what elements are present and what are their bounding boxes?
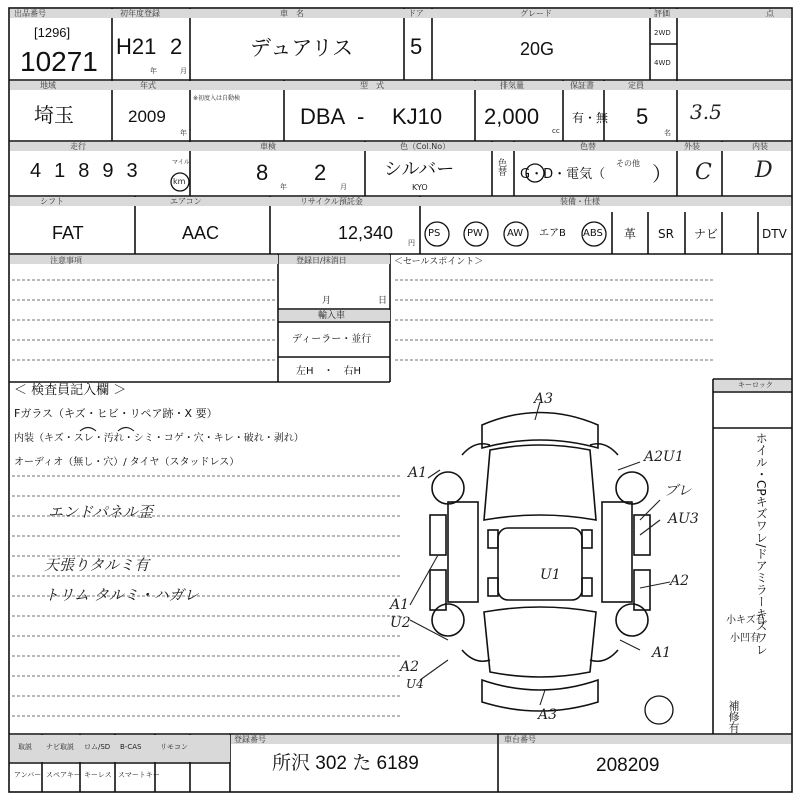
shift-type: FAT	[52, 223, 84, 243]
mileage-digit: 9	[102, 160, 114, 182]
inspector-note-headliner: 天張りタルミ有	[44, 556, 150, 574]
mileage-digits	[30, 160, 138, 183]
lot-number: 10271	[20, 46, 98, 77]
recycle-label: リサイクル預託金	[300, 197, 363, 206]
shift-label: シフト	[40, 197, 64, 206]
footer-rom-sd: ロム/SD	[84, 743, 111, 751]
equip-airbag: エアB	[539, 228, 566, 239]
inspection-year-char: 年	[280, 183, 287, 191]
interior-label: 内装	[752, 142, 768, 151]
model-year: 2009	[128, 107, 166, 126]
inspection-month: 2	[314, 160, 327, 185]
ac-label: エアコン	[170, 197, 202, 206]
model-year-label: 年式	[140, 81, 156, 90]
footer-manual: 取説	[18, 743, 32, 751]
first-reg-label: 初年度登録	[120, 9, 160, 18]
equip-ps: PS	[428, 228, 441, 239]
first-reg-month: 2	[170, 34, 183, 59]
sales-point-label: ＜セールスポイント＞	[394, 257, 484, 267]
fuel-type: G・D・電気（	[520, 167, 606, 182]
import-value: ディーラー・並行	[292, 334, 372, 345]
drive-2wd: 2WD	[654, 29, 671, 37]
equipment-label: 装備・仕様	[560, 197, 600, 206]
mark-right-rear-a2: A2	[670, 573, 690, 589]
registration-plate: 所沢 302 た 6189	[272, 753, 419, 774]
footer-bcas: B-CAS	[120, 743, 142, 751]
inspector-line-interior: 内装（キズ・スレ・汚れ・シミ・コゲ・穴・キレ・破れ・剥れ）	[14, 433, 304, 444]
key-lock-label: キーロック	[738, 381, 773, 389]
yen-char: 円	[408, 239, 415, 247]
ac-type: AAC	[182, 223, 220, 243]
inspection-label: 車検	[260, 142, 276, 151]
inspector-line-glass: Fガラス（キズ・ヒビ・リペア跡・X 要）	[14, 407, 218, 420]
mark-mirror-bure: ブレ	[664, 483, 692, 499]
type-dash: -	[357, 104, 365, 129]
model-year-char: 年	[180, 129, 187, 137]
lot-label: 出品番号	[14, 9, 46, 18]
type-label: 型 式	[360, 81, 384, 90]
type-code: KJ10	[392, 104, 443, 129]
reg-date-label: 登録日/抹消日	[296, 256, 347, 265]
equip-navi: ナビ	[694, 227, 719, 241]
car-diagram	[430, 413, 650, 712]
footer-remote: リモコン	[160, 743, 188, 751]
mark-left-a1: A1	[390, 597, 410, 613]
auction-score: 3.5	[690, 100, 722, 124]
capacity-label: 定員	[628, 81, 644, 90]
color-change-label: 色替	[580, 142, 596, 151]
chassis-number: 208209	[596, 755, 660, 776]
exterior-label: 外装	[684, 142, 700, 151]
equip-pw: PW	[467, 228, 483, 239]
displacement: 2,000	[484, 104, 540, 129]
steering-side: 左H ・ 右H	[296, 366, 362, 377]
mark-front-right-a2u1: A2U1	[644, 449, 684, 465]
grade-label: グレード	[520, 9, 552, 18]
mark-front-left-a1: A1	[408, 465, 428, 481]
first-reg-era-year: H21	[116, 34, 157, 59]
displacement-label: 排気量	[500, 81, 524, 90]
month-char: 月	[180, 67, 187, 75]
mileage-digit: 4	[30, 160, 42, 182]
mark-left-u2: U2	[390, 615, 411, 631]
footer-spare-key: スペアキー	[46, 771, 81, 779]
mileage-digit: 1	[54, 160, 66, 182]
inspector-note-endpanel: エンドパネル歪	[48, 503, 153, 521]
door-count: 5	[410, 34, 423, 59]
notes-label: 注意事項	[50, 256, 82, 265]
mark-right-door-au3: AU3	[668, 511, 699, 527]
warranty-label: 保証書	[570, 81, 594, 90]
remark-repaired: 補修有	[727, 700, 740, 733]
remark-small-dent: 小凹有	[730, 633, 760, 644]
mark-rear-a3: A3	[538, 707, 558, 723]
inspector-note-trim: トリム タルミ・ハガレ	[44, 586, 199, 604]
capacity: 5	[636, 104, 649, 129]
mark-rear-left-a2: A2	[400, 659, 420, 675]
region-label: 地域	[40, 81, 56, 90]
mark-rear-left-u4: U4	[406, 677, 424, 691]
interior-grade: D	[755, 158, 773, 183]
import-label: 輸入車	[318, 311, 346, 321]
score-sublabel: 点	[766, 9, 774, 18]
recycle-fee: 12,340	[338, 223, 394, 243]
footer-amber: アンバー	[14, 771, 42, 779]
equip-sunroof: SR	[658, 227, 674, 241]
door-label: ドア	[408, 9, 424, 18]
mileage-unit-km: km	[173, 177, 186, 186]
mileage-digit: 3	[126, 160, 138, 182]
mileage-digit: 8	[78, 160, 90, 182]
footer-keyless: キーレス	[84, 771, 112, 779]
inspection-month-char: 月	[340, 183, 347, 191]
remark-wheel-mirror: ホイル・CPキズワレ/ドアミラーキズワレ	[754, 432, 769, 656]
equip-leather: 革	[624, 227, 637, 241]
reg-month-char: 月	[322, 296, 332, 306]
plate-label: 登録番号	[234, 735, 266, 744]
drive-4wd: 4WD	[654, 59, 671, 67]
mark-roof-u1: U1	[540, 567, 561, 583]
inspector-title: ＜ 検査員記入欄 ＞	[14, 383, 127, 398]
color-change-side: 色替	[496, 158, 506, 176]
grade-value: 20G	[520, 39, 555, 59]
model-year-note: ※初度入は自動検	[193, 95, 241, 102]
cc-unit: cc	[552, 127, 560, 135]
score-label: 評価	[654, 9, 670, 18]
year-char: 年	[150, 67, 157, 75]
other-label: その他	[616, 159, 640, 168]
remark-small-scratch: 小キズ有	[726, 615, 766, 626]
exterior-grade: C	[695, 160, 712, 185]
type-prefix: DBA	[300, 104, 346, 129]
color-label: 色（Col.No）	[400, 142, 451, 151]
inspector-line-audio: オーディオ（無し・穴）/ タイヤ（スタッドレス）	[14, 457, 240, 468]
capacity-char: 名	[664, 129, 671, 137]
chassis-label: 車台番号	[504, 735, 536, 744]
mileage-label: 走行	[70, 142, 86, 151]
mark-rear-right-a1: A1	[652, 645, 672, 661]
car-name-label: 車 名	[280, 9, 304, 18]
reg-day-char: 日	[378, 296, 388, 306]
fuel-close: ）	[652, 162, 672, 186]
footer-smart-key: スマートキー	[118, 771, 160, 779]
region: 埼玉	[34, 105, 74, 127]
mark-front-a3: A3	[534, 391, 554, 407]
bracket-number: [1296]	[34, 25, 71, 40]
equip-dtv: DTV	[762, 227, 787, 241]
footer-navi-manual: ナビ取説	[46, 743, 74, 751]
car-name: デュアリス	[250, 37, 354, 60]
color-name: シルバー	[384, 159, 455, 179]
inspection-year: 8	[256, 160, 269, 185]
equip-abs: ABS	[583, 228, 603, 239]
warranty: 有・無	[572, 111, 609, 125]
color-code: KYO	[412, 183, 428, 192]
mileage-unit-mile: マイル	[172, 159, 190, 166]
equip-aw: AW	[507, 228, 524, 239]
